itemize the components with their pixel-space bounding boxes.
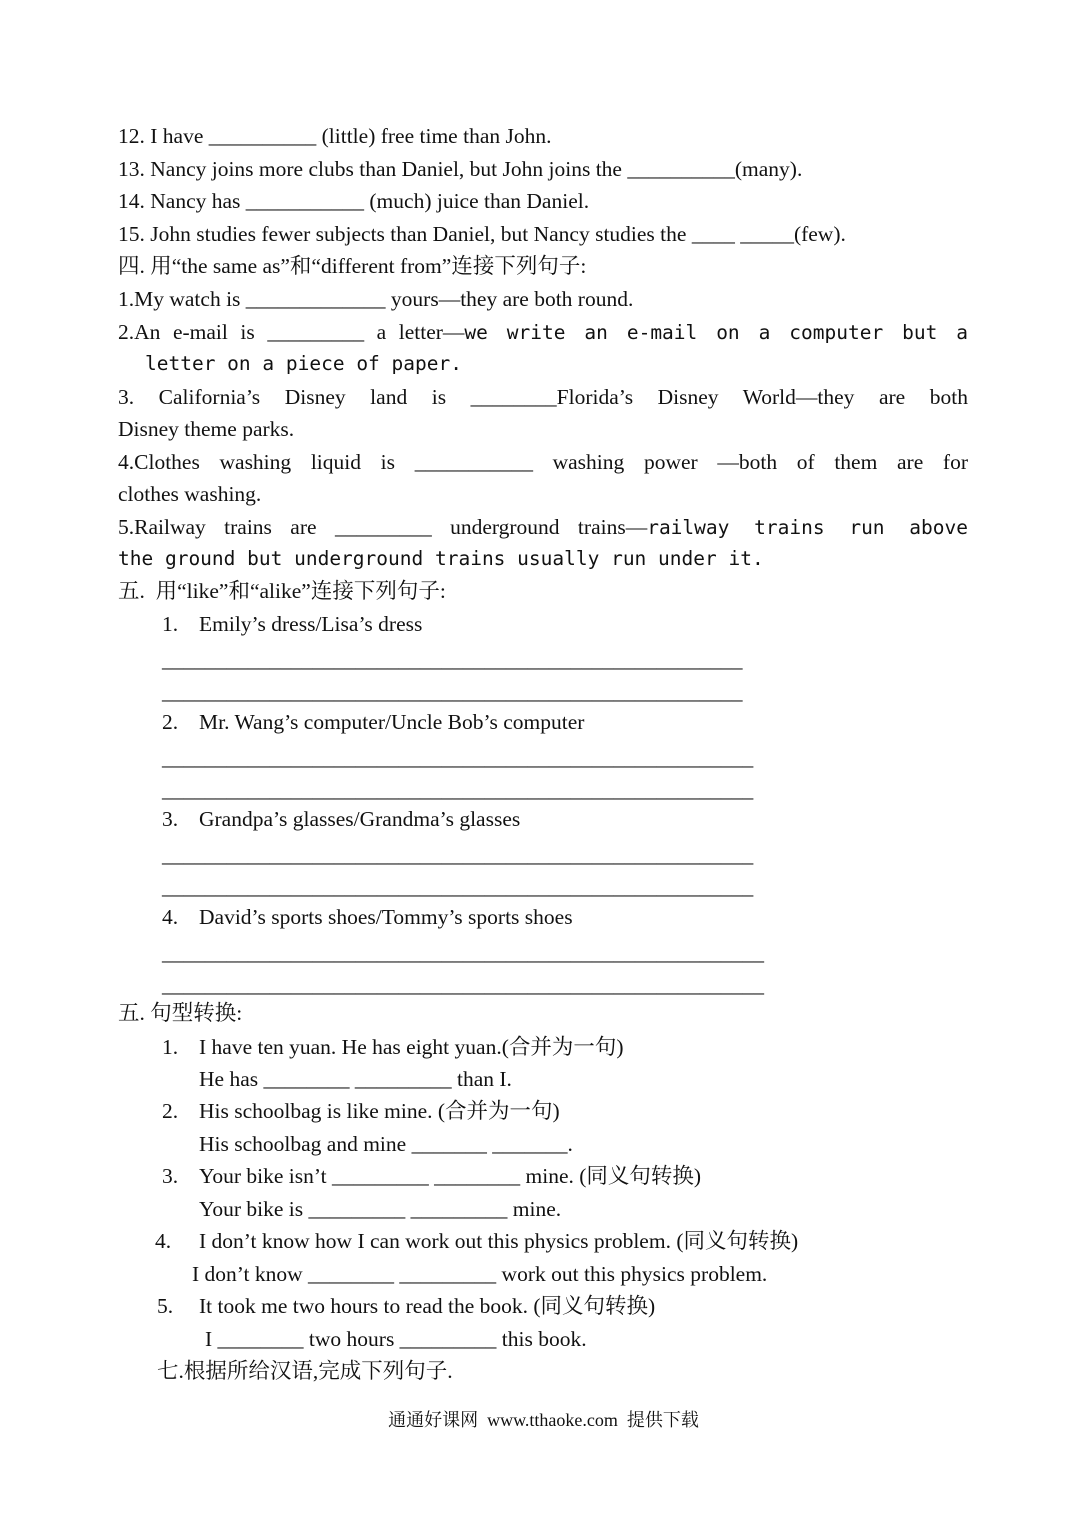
q5-text: 5.Railway trains are _________ underground trains— [118,515,648,539]
section-4-question-1: 1.My watch is _____________ yours—they are both round. [118,287,634,311]
section-4-heading: 四. 用“the same as”和“different from”连接下列句子: [118,254,587,278]
transform-item-4 [155,1227,798,1255]
like-item-1 [162,610,422,638]
item-number: 3. [162,807,179,831]
section-7-heading: 七.根据所给汉语,完成下列句子. [157,1359,453,1383]
answer-line: ________________________________________________________ [162,941,764,965]
question-15: 15. John studies fewer subjects than Daniel, but Nancy studies the ____ _____(few). [118,222,846,246]
item-number: 2. [162,710,179,734]
q2-mono-text: we write an e-mail on a computer but a [464,321,968,344]
transform-item-5 [157,1292,655,1320]
transform-answer-1: He has ________ _________ than I. [199,1067,512,1091]
item-number: 2. [162,1099,179,1123]
item-text: His schoolbag is like mine. (合并为一句) [199,1099,560,1123]
like-item-3 [162,805,520,833]
item-text: I have ten yuan. He has eight yuan.(合并为一句) [199,1035,624,1059]
item-text: Emily’s dress/Lisa’s dress [199,612,423,636]
item-text: David’s sports shoes/Tommy’s sports shoes [199,905,573,929]
transform-item-3 [162,1162,701,1190]
item-text: It took me two hours to read the book. (同义句转换) [199,1294,656,1318]
answer-line: _______________________________________________________ [162,843,754,867]
item-number: 4. [155,1229,172,1253]
item-number: 3. [162,1164,179,1188]
like-item-4 [162,903,573,931]
section-4-question-5-line-1 [118,513,968,542]
section-4-question-3-line-2: Disney theme parks. [118,417,295,441]
section-4-question-2-line-2: letter on a piece of paper. [145,352,462,375]
question-14: 14. Nancy has ___________ (much) juice than Daniel. [118,189,590,213]
page-footer: 通通好课网 www.tthaoke.com 提供下载 [388,1410,699,1430]
q2-text: 2.An e-mail is _________ a letter— [118,320,465,344]
question-13: 13. Nancy joins more clubs than Daniel, but John joins the __________(many). [118,157,803,181]
section-4-question-3-line-1: 3. California’s Disney land is ________Florida’s Disney World—they are both [118,385,968,409]
item-text: Mr. Wang’s computer/Uncle Bob’s computer [199,710,585,734]
transform-answer-3: Your bike is _________ _________ mine. [199,1197,562,1221]
section-5a-heading: 五. 用“like”和“alike”连接下列句子: [118,579,446,603]
item-text: Grandpa’s glasses/Grandma’s glasses [199,807,521,831]
transform-answer-5: I ________ two hours _________ this book. [205,1327,587,1351]
answer-line: _______________________________________________________ [162,875,754,899]
transform-item-1 [162,1033,624,1061]
section-5b-heading: 五. 句型转换: [118,1001,243,1025]
answer-line: ________________________________________________________ [162,973,764,997]
item-number: 1. [162,612,179,636]
transform-answer-4: I don’t know ________ _________ work out this physics problem. [192,1262,768,1286]
section-4-question-4-line-2: clothes washing. [118,482,262,506]
answer-line: _______________________________________________________ [162,746,754,770]
transform-answer-2: His schoolbag and mine _______ _______. [199,1132,573,1156]
q5-mono-text: railway trains run above [647,516,968,539]
item-text: I don’t know how I can work out this physics problem. (同义句转换) [199,1229,799,1253]
item-text: Your bike isn’t _________ ________ mine. (同义句转换) [199,1164,702,1188]
item-number: 1. [162,1035,179,1059]
answer-line: _______________________________________________________ [162,778,754,802]
section-4-question-2-line-1 [118,318,968,347]
like-item-2 [162,708,584,736]
answer-line: ______________________________________________________ [162,680,743,704]
transform-item-2 [162,1097,560,1125]
question-12: 12. I have __________ (little) free time than John. [118,124,552,148]
section-4-question-4-line-1: 4.Clothes washing liquid is ___________ washing power —both of them are for [118,450,968,474]
item-number: 4. [162,905,179,929]
item-number: 5. [157,1294,174,1318]
section-4-question-5-line-2: the ground but underground trains usually run under it. [118,547,764,570]
answer-line: ______________________________________________________ [162,648,743,672]
